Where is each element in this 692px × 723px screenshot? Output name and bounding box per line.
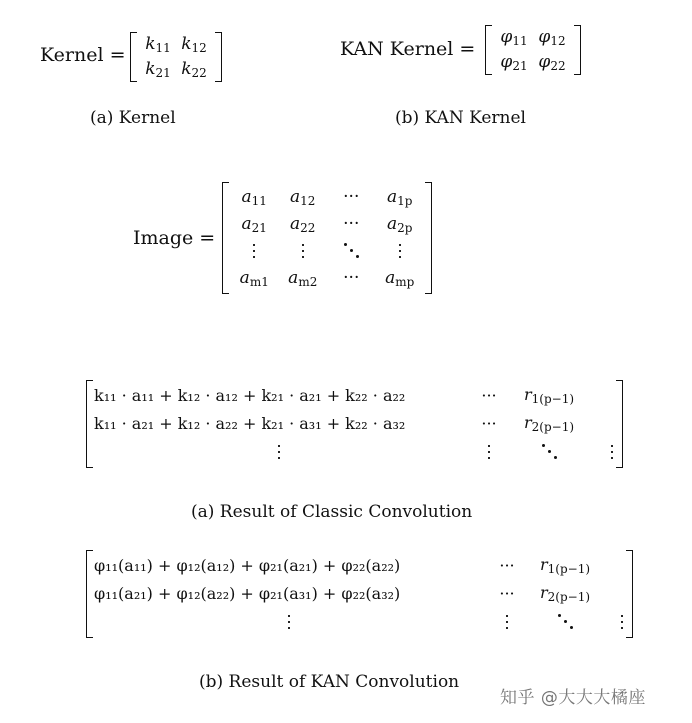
cdots: ··· (343, 187, 360, 207)
matrix-cell: $a_{1p}$ (387, 186, 413, 208)
vdots (94, 442, 464, 463)
kernel-label: Kernel = (40, 44, 126, 66)
kan-caption: (b) Result of KAN Convolution (199, 672, 460, 692)
kan-kernel-caption: (b) KAN Kernel (395, 108, 526, 128)
vdots (94, 612, 484, 633)
kan-kernel-label: KAN Kernel = (340, 38, 476, 60)
classic-row-1: k₁₁ · a₁₁ + k₁₂ · a₁₂ + k₂₁ · a₂₁ + k₂₂ · a₂₂ (94, 386, 406, 405)
cdots: ··· (481, 386, 497, 405)
image-label: Image = (133, 227, 216, 249)
matrix-cell: $r_{2(p-1)}$ (523, 413, 575, 434)
matrix-cell: $a_{11}$ (241, 186, 267, 208)
matrix-cell: $\varphi_{22}$ (538, 51, 566, 73)
classic-result-matrix (86, 380, 623, 468)
vdots (600, 612, 625, 633)
matrix-cell: $r_{2(p-1)}$ (539, 583, 591, 604)
cdots: ··· (481, 414, 497, 433)
matrix-cell: $a_{m2}$ (288, 267, 318, 289)
matrix-cell: $a_{mp}$ (385, 267, 415, 289)
watermark: 知乎 @大大大橘座 (500, 688, 646, 708)
kan-row-1: φ₁₁(a₁₁) + φ₁₂(a₁₂) + φ₂₁(a₂₁) + φ₂₂(a₂₂) (94, 556, 401, 575)
vdots (584, 442, 615, 463)
vdots (464, 442, 514, 463)
matrix-cell: $k_{11}$ (145, 33, 171, 55)
matrix-cell: $\varphi_{21}$ (500, 51, 528, 73)
ddots (514, 442, 584, 463)
vdots (279, 241, 328, 263)
cdots: ··· (499, 584, 515, 603)
matrix-cell: $\varphi_{11}$ (500, 26, 528, 48)
kernel-matrix (130, 32, 222, 82)
kan-row-2: φ₁₁(a₂₁) + φ₁₂(a₂₂) + φ₂₁(a₃₁) + φ₂₂(a₃₂) (94, 584, 401, 603)
matrix-cell: $a_{12}$ (290, 186, 316, 208)
matrix-cell: $\varphi_{12}$ (538, 26, 566, 48)
classic-caption: (a) Result of Classic Convolution (191, 502, 473, 522)
matrix-cell: $a_{21}$ (241, 213, 267, 235)
matrix-cell: $k_{21}$ (145, 58, 171, 80)
matrix-cell: $r_{1(p-1)}$ (523, 385, 575, 406)
ddots (530, 612, 600, 633)
kan-kernel-matrix (485, 25, 581, 75)
matrix-cell: $r_{1(p-1)}$ (539, 555, 591, 576)
classic-row-2: k₁₁ · a₂₁ + k₁₂ · a₂₂ + k₂₁ · a₃₁ + k₂₂ · a₃₂ (94, 414, 406, 433)
kernel-caption: (a) Kernel (90, 108, 176, 128)
cdots: ··· (499, 556, 515, 575)
matrix-cell: $k_{22}$ (181, 58, 207, 80)
matrix-cell: $a_{22}$ (290, 213, 316, 235)
matrix-cell: $a_{2p}$ (387, 213, 413, 235)
kan-result-matrix (86, 550, 633, 638)
vdots (484, 612, 530, 633)
image-matrix (222, 182, 432, 294)
cdots: ··· (343, 268, 360, 288)
ddots (327, 241, 376, 263)
cdots: ··· (343, 214, 360, 234)
matrix-cell: $a_{m1}$ (239, 267, 269, 289)
vdots (230, 241, 279, 263)
vdots (376, 241, 425, 263)
matrix-cell: $k_{12}$ (181, 33, 207, 55)
